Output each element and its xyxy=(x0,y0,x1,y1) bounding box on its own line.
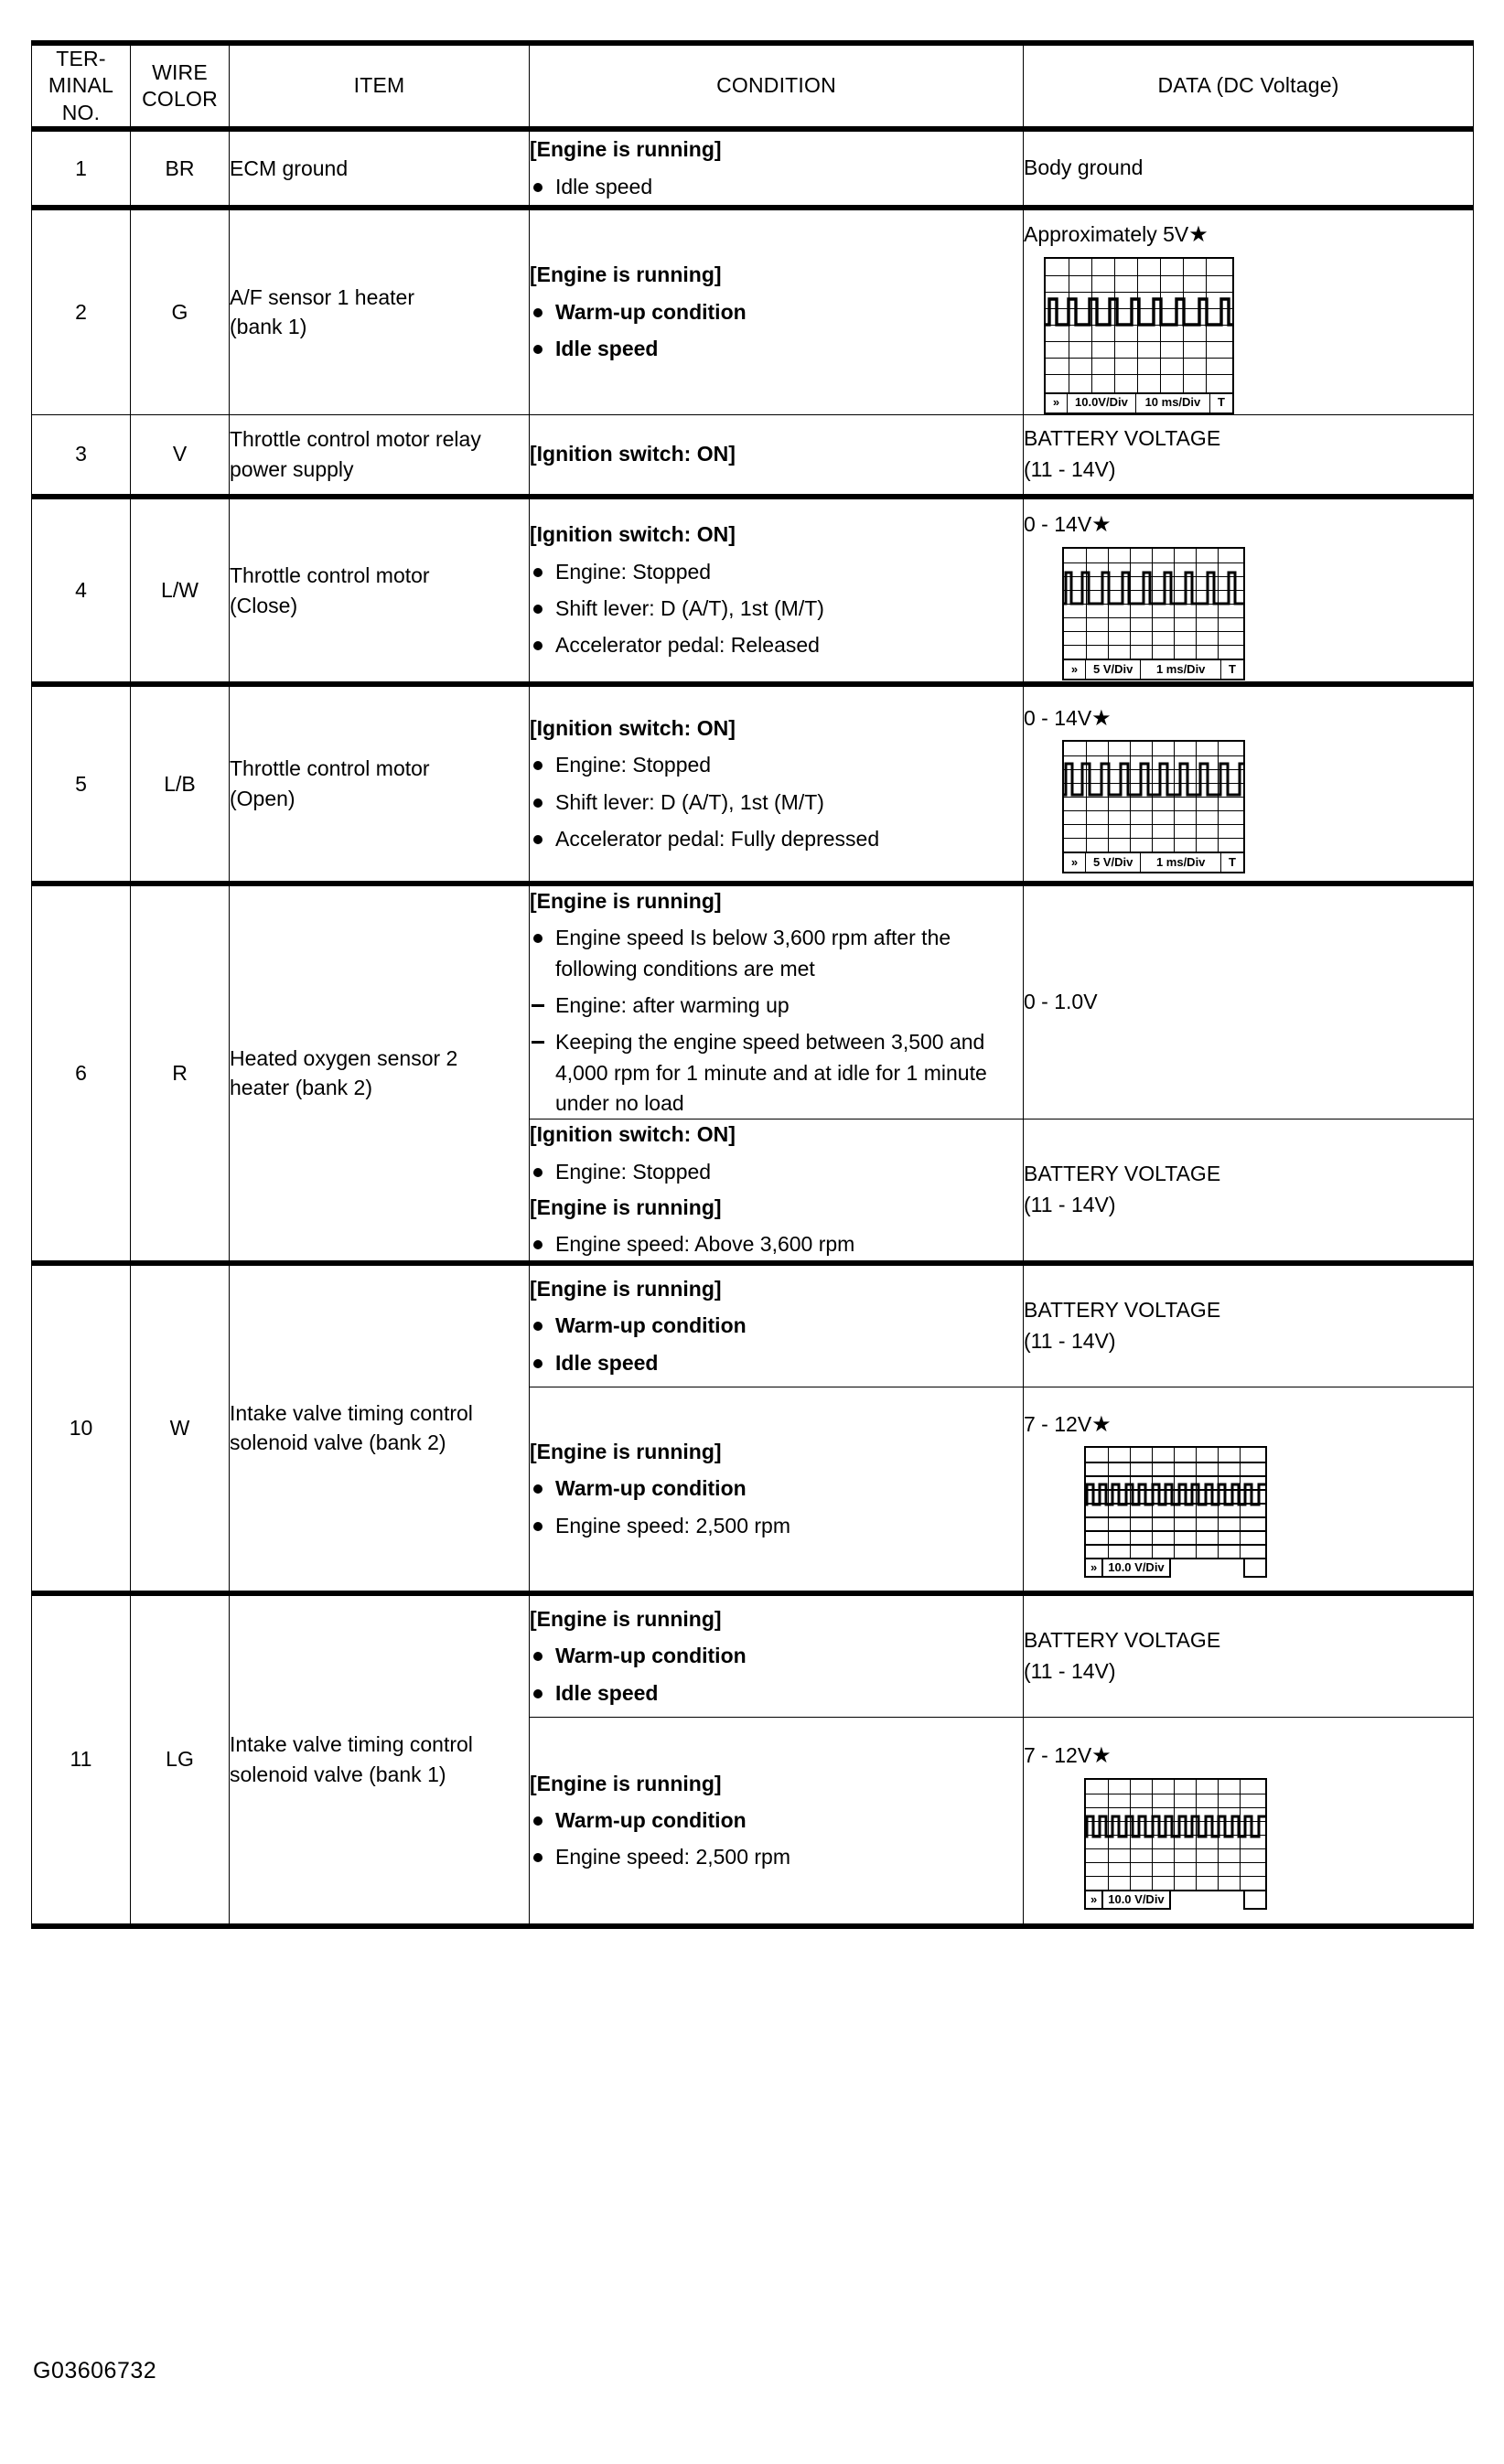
cell-terminal-no: 10 xyxy=(32,1263,131,1593)
condition-bullet: Warm-up condition xyxy=(530,1311,1023,1341)
condition-bullet-list xyxy=(530,1641,1023,1709)
scope-box xyxy=(1084,1446,1267,1578)
scope-arrow-icon: » xyxy=(1064,853,1086,872)
cell-data xyxy=(1024,497,1474,684)
item-line: (Open) xyxy=(230,787,295,810)
cell-wire-color: L/W xyxy=(131,497,230,684)
column-header-item: ITEM xyxy=(230,43,530,129)
item-line: Throttle control motor relay xyxy=(230,427,481,452)
cell-data xyxy=(1024,1263,1474,1387)
condition-heading: [Ignition switch: ON] xyxy=(530,1122,736,1147)
scope-box xyxy=(1062,547,1245,680)
scope-grid xyxy=(1084,1446,1267,1559)
condition-bullet: Idle speed xyxy=(530,1348,1023,1378)
star-icon: ★ xyxy=(1188,222,1209,248)
scope-box xyxy=(1044,257,1234,414)
scope-box xyxy=(1084,1778,1267,1910)
data-line: 0 - 1.0V xyxy=(1024,990,1098,1014)
data-line: BATTERY VOLTAGE xyxy=(1024,425,1221,450)
cell-condition xyxy=(530,1593,1024,1718)
table-row xyxy=(32,208,1474,414)
item-line: Throttle control motor xyxy=(230,756,430,781)
scope-grid xyxy=(1044,257,1234,394)
condition-bullet: Engine speed Is below 3,600 rpm after the following conditions are met xyxy=(530,923,1023,984)
cell-wire-color: G xyxy=(131,208,230,414)
cell-terminal-no: 1 xyxy=(32,129,131,208)
cell-data xyxy=(1024,1718,1474,1926)
scope-trigger-icon xyxy=(1243,1558,1267,1578)
item-line: solenoid valve (bank 1) xyxy=(230,1762,446,1786)
scope-value-label: 7 - 12V xyxy=(1024,1411,1092,1436)
condition-heading: [Ignition switch: ON] xyxy=(530,715,736,740)
item-line: ECM ground xyxy=(230,155,349,180)
cell-data xyxy=(1024,1120,1474,1263)
cell-data xyxy=(1024,684,1474,884)
data-line: BATTERY VOLTAGE xyxy=(1024,1297,1221,1322)
star-icon: ★ xyxy=(1091,705,1112,731)
scope-volts-per-div: 10.0 V/Div xyxy=(1103,1890,1170,1910)
cell-condition xyxy=(530,1263,1024,1387)
condition-bullet: Warm-up condition xyxy=(530,1641,1023,1671)
condition-heading: [Engine is running] xyxy=(530,1440,722,1464)
scope-box xyxy=(1062,740,1245,873)
scope-grid xyxy=(1084,1778,1267,1891)
cell-terminal-no: 3 xyxy=(32,414,131,497)
scope-arrow-icon: » xyxy=(1084,1558,1103,1578)
cell-condition xyxy=(530,684,1024,884)
waveform-trace xyxy=(1046,259,1232,392)
condition-heading: [Engine is running] xyxy=(530,1277,722,1302)
cell-item xyxy=(230,129,530,208)
oscilloscope-waveform xyxy=(1024,509,1473,680)
cell-wire-color: W xyxy=(131,1263,230,1593)
table-row xyxy=(32,1263,1474,1387)
condition-bullet: Engine speed: 2,500 rpm xyxy=(530,1511,1023,1541)
scope-time-per-div: 1 ms/Div xyxy=(1141,660,1221,679)
cell-wire-color: LG xyxy=(131,1593,230,1926)
scope-arrow-icon: » xyxy=(1046,394,1068,412)
cell-condition xyxy=(530,208,1024,414)
cell-data xyxy=(1024,1387,1474,1593)
table-row xyxy=(32,684,1474,884)
cell-item xyxy=(230,208,530,414)
condition-heading: [Engine is running] xyxy=(530,1607,722,1632)
cell-condition xyxy=(530,1387,1024,1593)
data-line: BATTERY VOLTAGE xyxy=(1024,1161,1221,1185)
scope-value-label: 7 - 12V xyxy=(1024,1743,1092,1768)
condition-bullet: Engine speed: Above 3,600 rpm xyxy=(530,1229,1023,1259)
cell-terminal-no: 6 xyxy=(32,884,131,1263)
data-line: Body ground xyxy=(1024,155,1144,180)
condition-bullet: Engine: after warming up xyxy=(530,991,1023,1021)
cell-data xyxy=(1024,1593,1474,1718)
data-line: (11 - 14V) xyxy=(1024,456,1116,481)
waveform-trace xyxy=(1086,1448,1265,1558)
cell-wire-color: L/B xyxy=(131,684,230,884)
cell-terminal-no: 11 xyxy=(32,1593,131,1926)
star-icon: ★ xyxy=(1091,512,1112,538)
cell-wire-color: V xyxy=(131,414,230,497)
scope-volts-per-div: 5 V/Div xyxy=(1086,660,1141,679)
condition-bullet: Warm-up condition xyxy=(530,1473,1023,1504)
cell-condition xyxy=(530,1718,1024,1926)
item-line: solenoid valve (bank 2) xyxy=(230,1430,446,1455)
item-line: Heated oxygen sensor 2 xyxy=(230,1045,458,1070)
waveform-trace xyxy=(1086,1780,1265,1890)
star-icon: ★ xyxy=(1091,1743,1112,1769)
cell-item xyxy=(230,414,530,497)
condition-heading: [Engine is running] xyxy=(530,137,722,162)
scope-caption xyxy=(1044,394,1234,414)
column-header-terminal-no xyxy=(32,43,131,129)
cell-condition xyxy=(530,414,1024,497)
cell-wire-color: BR xyxy=(131,129,230,208)
cell-item xyxy=(230,1593,530,1926)
scope-trigger-icon: T xyxy=(1229,661,1236,676)
item-line: heater (bank 2) xyxy=(230,1076,372,1100)
cell-terminal-no: 5 xyxy=(32,684,131,884)
scope-caption xyxy=(1084,1558,1267,1578)
condition-heading: [Engine is running] xyxy=(530,889,722,913)
item-line: A/F sensor 1 heater xyxy=(230,284,414,309)
data-line: (11 - 14V) xyxy=(1024,1659,1116,1684)
oscilloscope-waveform xyxy=(1024,220,1473,413)
cell-item xyxy=(230,884,530,1263)
condition-bullet: Engine: Stopped xyxy=(530,1157,1023,1187)
scope-caption xyxy=(1062,853,1245,873)
waveform-trace xyxy=(1064,549,1243,659)
scope-time-per-div: 10 ms/Div xyxy=(1136,394,1210,412)
cell-item xyxy=(230,497,530,684)
item-line: Intake valve timing control xyxy=(230,1400,473,1425)
condition-bullet: Accelerator pedal: Released xyxy=(530,630,1023,660)
condition-bullet-list xyxy=(530,1805,1023,1873)
column-header-data: DATA (DC Voltage) xyxy=(1024,43,1474,129)
scope-caption-spacer xyxy=(1171,1558,1243,1578)
condition-bullet-list xyxy=(530,923,1023,1119)
condition-heading: [Ignition switch: ON] xyxy=(530,442,736,466)
cell-item xyxy=(230,684,530,884)
condition-bullet: Engine speed: 2,500 rpm xyxy=(530,1842,1023,1872)
table-row xyxy=(32,1593,1474,1718)
condition-heading: [Engine is running] xyxy=(530,1771,722,1795)
condition-bullet-list-secondary xyxy=(530,1229,1023,1259)
table-row xyxy=(32,129,1474,208)
data-line: (11 - 14V) xyxy=(1024,1329,1116,1354)
cell-data xyxy=(1024,129,1474,208)
scope-title xyxy=(1024,1409,1473,1439)
header-line: NO. xyxy=(61,100,101,124)
scope-caption xyxy=(1062,660,1245,680)
item-line: Throttle control motor xyxy=(230,562,430,587)
cell-item xyxy=(230,1263,530,1593)
condition-bullet-list xyxy=(530,297,1023,365)
condition-bullet-list xyxy=(530,1473,1023,1541)
scope-arrow-icon: » xyxy=(1064,660,1086,679)
cell-data xyxy=(1024,414,1474,497)
condition-heading-secondary: [Engine is running] xyxy=(530,1195,722,1220)
cell-terminal-no: 2 xyxy=(32,208,131,414)
data-line: BATTERY VOLTAGE xyxy=(1024,1627,1221,1652)
header-line: MINAL xyxy=(48,73,114,98)
condition-heading: [Engine is running] xyxy=(530,262,722,287)
condition-bullet: Warm-up condition xyxy=(530,1805,1023,1836)
condition-bullet: Idle speed xyxy=(530,172,1023,202)
cell-condition xyxy=(530,884,1024,1120)
header-line: WIRE xyxy=(152,59,208,84)
item-line: (Close) xyxy=(230,593,298,617)
condition-bullet-list xyxy=(530,557,1023,661)
column-header-condition: CONDITION xyxy=(530,43,1024,129)
scope-trigger-icon: T xyxy=(1229,855,1236,869)
scope-arrow-icon: » xyxy=(1084,1890,1103,1910)
scope-value-label: 0 - 14V xyxy=(1024,705,1092,730)
oscilloscope-waveform xyxy=(1024,1741,1473,1909)
scope-caption-spacer xyxy=(1171,1890,1243,1910)
star-icon: ★ xyxy=(1091,1411,1112,1437)
condition-bullet: Idle speed xyxy=(530,1678,1023,1709)
header-line: COLOR xyxy=(142,87,218,112)
condition-bullet: Engine: Stopped xyxy=(530,750,1023,780)
item-line: (bank 1) xyxy=(230,315,307,339)
condition-bullet: Accelerator pedal: Fully depressed xyxy=(530,824,1023,854)
condition-bullet-list xyxy=(530,1311,1023,1378)
condition-bullet: Engine: Stopped xyxy=(530,557,1023,587)
scope-grid xyxy=(1062,547,1245,660)
condition-heading: [Ignition switch: ON] xyxy=(530,522,736,547)
item-line: Intake valve timing control xyxy=(230,1732,473,1757)
scope-time-per-div: 1 ms/Div xyxy=(1141,853,1221,872)
cell-wire-color: R xyxy=(131,884,230,1263)
cell-terminal-no: 4 xyxy=(32,497,131,684)
table-row xyxy=(32,414,1474,497)
scope-title xyxy=(1024,703,1473,733)
scope-caption xyxy=(1084,1890,1267,1910)
cell-data xyxy=(1024,884,1474,1120)
scope-trigger-icon: T xyxy=(1218,395,1225,410)
condition-bullet: Shift lever: D (A/T), 1st (M/T) xyxy=(530,594,1023,624)
scope-title xyxy=(1024,509,1473,539)
cell-condition xyxy=(530,129,1024,208)
scope-volts-per-div: 10.0V/Div xyxy=(1068,394,1136,412)
table-body xyxy=(32,129,1474,1925)
table-row xyxy=(32,497,1474,684)
scope-volts-per-div: 10.0 V/Div xyxy=(1103,1558,1170,1578)
condition-bullet: Shift lever: D (A/T), 1st (M/T) xyxy=(530,787,1023,818)
figure-reference-code: G03606732 xyxy=(33,2358,157,2384)
cell-condition xyxy=(530,497,1024,684)
scope-trigger-icon xyxy=(1243,1890,1267,1910)
item-line: power supply xyxy=(230,456,354,481)
scope-title xyxy=(1024,1741,1473,1770)
scope-value-label: Approximately 5V xyxy=(1024,222,1189,247)
ecm-terminal-table xyxy=(31,40,1474,1929)
table-header xyxy=(32,43,1474,129)
condition-bullet-list xyxy=(530,172,1023,202)
condition-bullet: Warm-up condition xyxy=(530,297,1023,327)
scope-grid xyxy=(1062,740,1245,853)
data-line: (11 - 14V) xyxy=(1024,1193,1116,1217)
header-line: TER- xyxy=(56,47,106,70)
scope-volts-per-div: 5 V/Div xyxy=(1086,853,1141,872)
condition-bullet: Idle speed xyxy=(530,334,1023,364)
scope-title xyxy=(1024,220,1473,249)
condition-bullet-list xyxy=(530,1157,1023,1187)
condition-bullet-list xyxy=(530,750,1023,854)
cell-data xyxy=(1024,208,1474,414)
oscilloscope-waveform xyxy=(1024,1409,1473,1578)
column-header-wire-color xyxy=(131,43,230,129)
oscilloscope-waveform xyxy=(1024,703,1473,873)
table-row xyxy=(32,884,1474,1120)
condition-bullet: Keeping the engine speed between 3,500 and 4,000 rpm for 1 minute and at idle for 1 minute under no load xyxy=(530,1027,1023,1119)
cell-condition xyxy=(530,1120,1024,1263)
waveform-trace xyxy=(1064,742,1243,852)
scope-value-label: 0 - 14V xyxy=(1024,512,1092,537)
